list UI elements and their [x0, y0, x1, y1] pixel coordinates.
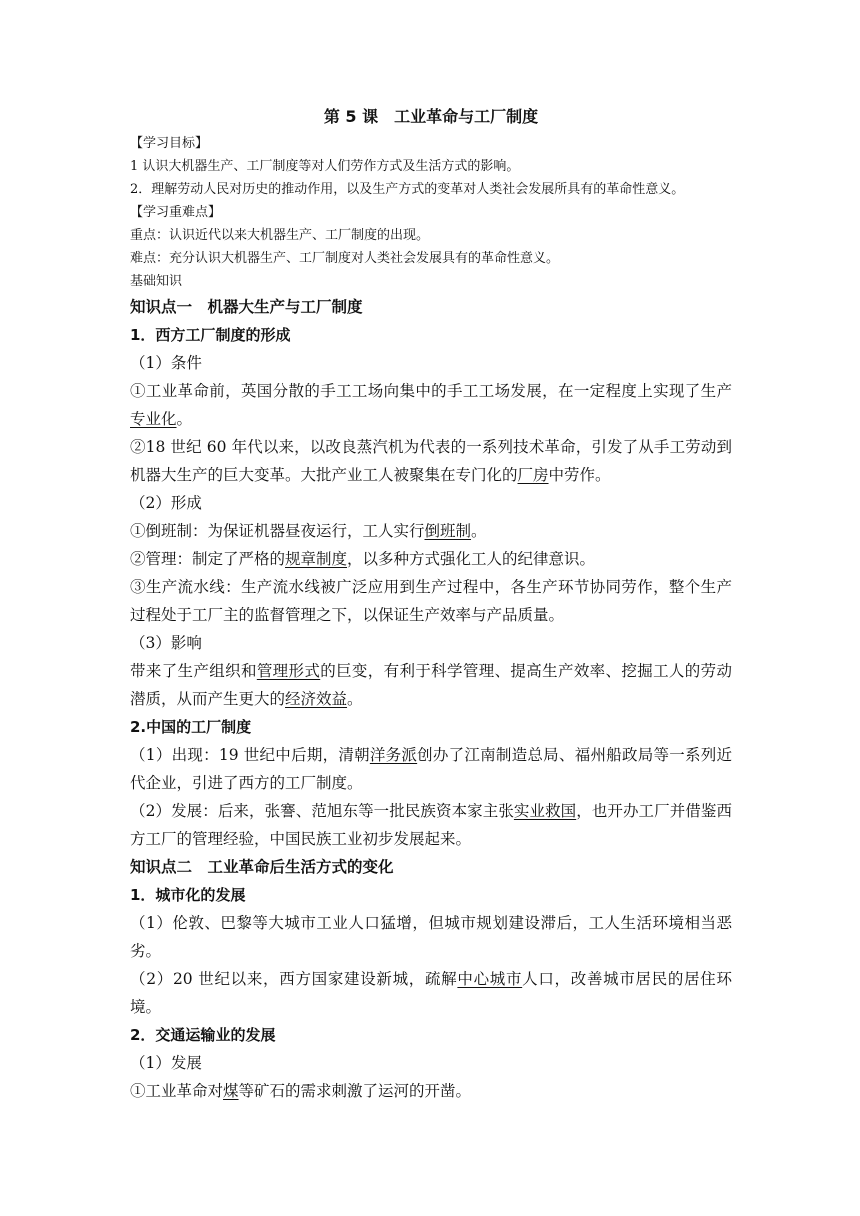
underlined-term: 煤: [223, 1082, 239, 1100]
objective-item: 2．理解劳动人民对历史的推动作用，以及生产方式的变革对人类社会发展所具有的革命性意义。: [130, 182, 685, 197]
sub-label: （1）条件: [130, 354, 202, 372]
knowledge-point-heading: 知识点二 工业革命后生活方式的变化: [130, 858, 394, 876]
paragraph: （2）20 世纪以来，西方国家建设新城，疏解中心城市人口，改善城市居民的居住环境。: [130, 970, 732, 1016]
lesson-title: 第 5 课 工业革命与工厂制度: [323, 107, 539, 126]
underlined-term: 洋务派: [369, 746, 418, 764]
underlined-term: 规章制度: [285, 550, 348, 568]
section-heading: 2.中国的工厂制度: [130, 718, 252, 736]
knowledge-point-heading: 知识点一 机器大生产与工厂制度: [130, 298, 363, 316]
difficulty-text: 难点：充分认识大机器生产、工厂制度对人类社会发展具有的革命性意义。: [130, 251, 560, 266]
key-points-heading: 【学习重难点】: [130, 205, 222, 220]
basic-knowledge-label: 基础知识: [130, 274, 183, 289]
focus-text: 重点：认识近代以来大机器生产、工厂制度的出现。: [130, 228, 430, 243]
underlined-term: 厂房: [517, 466, 549, 484]
underlined-term: 实业救国: [513, 802, 577, 820]
objectives-heading: 【学习目标】: [130, 136, 209, 151]
underlined-term: 管理形式: [256, 662, 321, 680]
sub-label: （2）形成: [130, 494, 202, 512]
sub-label: （3）影响: [130, 634, 202, 652]
underlined-term: 专业化: [130, 410, 177, 428]
paragraph: ①工业革命前，英国分散的手工工场向集中的手工工场发展，在一定程度上实现了生产专业化。: [130, 382, 732, 428]
paragraph: （2）发展：后来，张謇、范旭东等一批民族资本家主张实业救国，也开办工厂并借鉴西方工厂的管理经验，中国民族工业初步发展起来。: [130, 802, 732, 848]
paragraph: ②管理：制定了严格的规章制度，以多种方式强化工人的纪律意识。: [130, 550, 596, 568]
underlined-term: 倒班制: [424, 522, 472, 540]
paragraph: （1）伦敦、巴黎等大城市工业人口猛增，但城市规划建设滞后，工人生活环境相当恶劣。: [130, 914, 732, 960]
section-heading: 1．城市化的发展: [130, 886, 246, 904]
paragraph: （1）出现：19 世纪中后期，清朝洋务派创办了江南制造总局、福州船政局等一系列近代企业，引进了西方的工厂制度。: [130, 746, 732, 792]
underlined-term: 经济效益: [285, 690, 348, 708]
paragraph: ②18 世纪 60 年代以来，以改良蒸汽机为代表的一系列技术革命，引发了从手工劳动到机器大生产的巨大变革。大批产业工人被聚集在专门化的厂房中劳作。: [130, 438, 732, 484]
paragraph: ③生产流水线：生产流水线被广泛应用到生产过程中，各生产环节协同劳作，整个生产过程处于工厂主的监督管理之下，以保证生产效率与产品质量。: [130, 578, 732, 624]
paragraph: ①工业革命对煤等矿石的需求刺激了运河的开凿。: [130, 1082, 472, 1100]
sub-label: （1）发展: [130, 1054, 202, 1072]
paragraph: 带来了生产组织和管理形式的巨变，有利于科学管理、提高生产效率、挖掘工人的劳动潜质，从而产生更大的经济效益。: [130, 662, 732, 708]
section-heading: 2．交通运输业的发展: [130, 1026, 276, 1044]
section-heading: 1．西方工厂制度的形成: [130, 326, 291, 344]
document-body: [130, 104, 732, 1105]
underlined-term: 中心城市: [457, 970, 523, 988]
objective-item: 1 认识大机器生产、工厂制度等对人们劳作方式及生活方式的影响。: [130, 159, 520, 174]
paragraph: ①倒班制：为保证机器昼夜运行，工人实行倒班制。: [130, 522, 487, 540]
